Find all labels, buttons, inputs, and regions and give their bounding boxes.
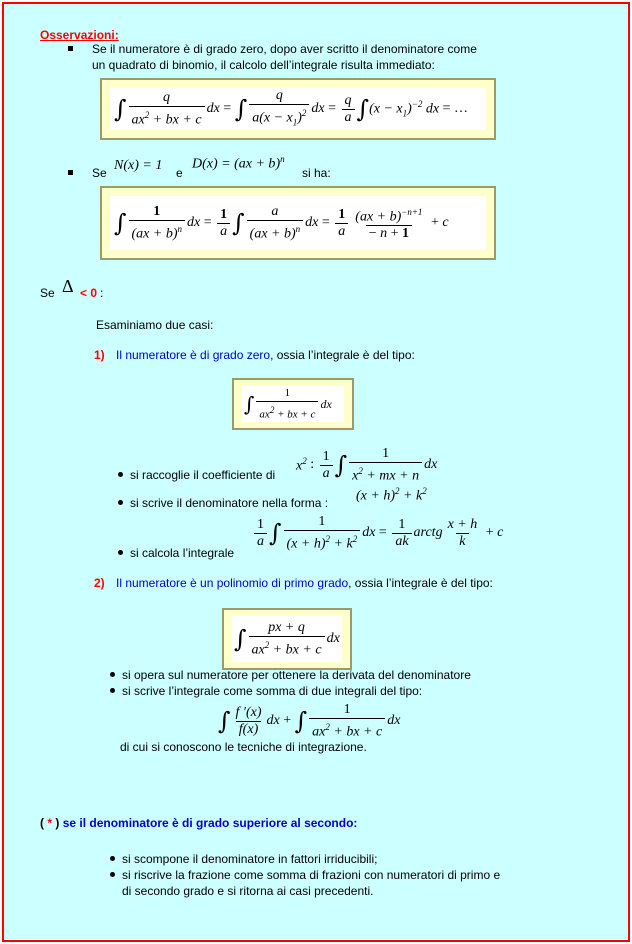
- star-close: ): [55, 816, 60, 830]
- case1-rest: , ossia l’integrale è del tipo:: [270, 348, 415, 362]
- case2-after: di cui si conoscono le tecniche di integrazione.: [120, 740, 367, 754]
- formula-arctan-result: $\frac{1}{a}$ ∫ $\frac{1}{(x + h)^2 + k^2}$ dx = $\frac{1}{ak}$ arctg $\frac{x + h}{k}$ + c: [252, 512, 503, 554]
- delta-symbol: Δ: [62, 276, 74, 296]
- bullet-dot: [110, 672, 115, 677]
- bullet-dot: [118, 550, 123, 555]
- star-bullet2b: di secondo grado e si ritorna ai casi precedenti.: [122, 884, 374, 898]
- star-symbol: *: [44, 816, 56, 830]
- star-open: (: [40, 816, 44, 830]
- formula-n-equals-1: N(x) = 1: [114, 158, 163, 173]
- bullet-dot: [118, 500, 123, 505]
- bullet-square: [68, 46, 73, 51]
- bullet-dot: [118, 472, 123, 477]
- case1-bullet3: si calcola l’integrale: [130, 546, 235, 560]
- formula-case2-integral: ∫ $\frac{px + q}{ax^2 + bx + c}$ dx: [234, 619, 340, 658]
- bullet-dot: [110, 872, 115, 877]
- obs1-line1: Se il numeratore è di grado zero, dopo aver scritto il denominatore come: [92, 42, 477, 56]
- case2-bullet2: si scrive l’integrale come somma di due integrali del tipo:: [122, 684, 423, 698]
- case1-bullet2: si scrive il denominatore nella forma :: [130, 496, 329, 510]
- case1-bullet1: si raccoglie il coefficiente di: [130, 468, 276, 482]
- observations-heading: Osservazioni:: [40, 28, 119, 42]
- formula-factor-coefficient: $x^2$ : $\frac{1}{a}$ ∫ $\frac{1}{x^2 + mx + n}$ dx: [296, 445, 438, 484]
- case1-line: [116, 348, 415, 362]
- formula-box-3: [232, 378, 354, 430]
- bullet-dot: [110, 856, 115, 861]
- star-bullet1: si scompone il denominatore in fattori irriducibili;: [122, 852, 378, 866]
- case2-title: Il numeratore è un polinomio di primo grado: [116, 576, 349, 590]
- obs2-e: e: [176, 166, 183, 180]
- formula-completed-square: $(x + h)^2 + k^2$: [356, 486, 427, 504]
- case1-number: 1): [94, 348, 105, 362]
- formula-sum-of-integrals: ∫ $\frac{f '(x)}{f(x)}$ dx + ∫ $\frac{1}{ax^2 + bx + c}$ dx: [218, 701, 401, 740]
- bullet-square: [68, 170, 73, 175]
- formula-box-2: [100, 186, 496, 260]
- case1-title: Il numeratore è di grado zero: [116, 348, 271, 362]
- case2-number: 2): [94, 576, 105, 590]
- formula-power-integral: ∫ $\frac{1}{(ax + b)^n}$ dx = $\frac{1}{a}$ ∫ $\frac{a}{(ax + b)^n}$ dx = $\frac{1}{a}$ $\frac{(ax + b)^{-n+1}}{- n + 1}$ + c: [114, 203, 449, 242]
- obs2-se: Se: [92, 166, 107, 180]
- formula-d-equals-power: D(x) = (ax + b)$^n$: [192, 154, 285, 172]
- formula-box-4: [222, 608, 352, 670]
- case2-bullet1: si opera sul numeratore per ottenere la derivata del denominatore: [122, 668, 471, 682]
- obs1-line2: un quadrato di binomio, il calcolo dell’integrale risulta immediato:: [92, 58, 435, 72]
- esaminiamo-text: Esaminiamo due casi:: [96, 318, 214, 332]
- formula-case1-integral: ∫ $\frac{1}{ax^2 + bx + c}$ dx: [244, 387, 332, 421]
- case2-line: [116, 576, 493, 590]
- content-frame: [2, 2, 630, 942]
- delta-se: Se: [40, 286, 55, 300]
- delta-colon: :: [100, 286, 104, 300]
- obs2-si-ha: si ha:: [302, 166, 331, 180]
- case2-rest: , ossia l’integrale è del tipo:: [348, 576, 493, 590]
- formula-box-1: [100, 78, 496, 140]
- delta-condition: < 0: [80, 286, 98, 300]
- star-heading: [40, 816, 357, 830]
- formula-immediate-integral: ∫ $\frac{q}{ax^2 + bx + c}$ dx = ∫ $\frac{q}{a(x - x_1)^2}$ dx = $\frac{q}{a}$ ∫ $(x - x_1)^{-2}$ dx = …: [114, 88, 468, 130]
- star-title: se il denominatore è di grado superiore al secondo:: [62, 816, 358, 830]
- bullet-dot: [110, 688, 115, 693]
- star-bullet2a: si riscrive la frazione come somma di frazioni con numeratori di primo e: [122, 868, 501, 882]
